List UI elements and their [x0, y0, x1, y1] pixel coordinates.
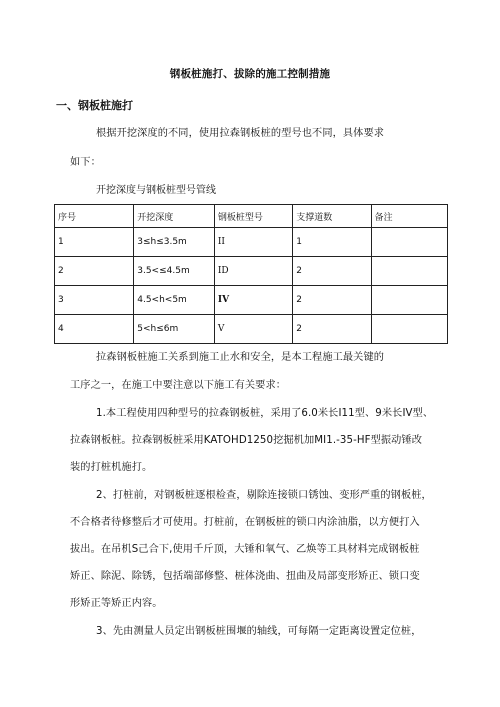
intro-paragraph-line: 根据开挖深度的不同，使用拉森钢板桩的型号也不同，具体要求 — [96, 128, 385, 139]
paragraph-line: 形矫正等矫正内容。 — [70, 598, 163, 609]
header-depth: 开挖深度 — [134, 205, 215, 228]
section-heading: 一、钢板桩施打 — [56, 99, 133, 112]
cell-depth: 4.5<h<5m — [134, 286, 215, 315]
table-row — [55, 257, 448, 286]
header-remarks: 备注 — [371, 205, 447, 228]
paragraph-line: 2、打桩前，对钢板桩逐根检查，剔除连接锁口锈蚀、变形严重的钢板桩， — [96, 490, 432, 501]
paragraph-line: 装的打桩机施打。 — [70, 462, 153, 473]
cell-pile-model: II — [214, 228, 292, 257]
paragraph-line: 拔出。在吊机S己合下,使用千斤顶，大锤和氧气、乙焕等工具材料完成钢板桩 — [70, 544, 420, 555]
paragraph-line: 工序之一，在施工中要注意以下施工有关要求： — [70, 380, 287, 391]
document-title: 钢板桩施打、拔除的施工控制措施 — [169, 68, 331, 80]
paragraph-line: 不合格者待修整后才可使用。打桩前，在钢板桩的锁口内涂油脂，以方便打入 — [70, 517, 420, 528]
cell-pile-model: V — [214, 315, 292, 344]
table-caption: 开挖深度与钢板桩型号管线 — [96, 185, 216, 196]
cell-support-count: 2 — [293, 257, 371, 286]
pile-spec-table — [54, 204, 448, 344]
table-header-row — [55, 205, 448, 228]
table-row — [55, 315, 448, 344]
table-row — [55, 286, 448, 315]
paragraph-line: 拉森钢板桩施工关系到施工止水和安全，是本工程施工最关键的 — [96, 352, 385, 363]
cell-remarks — [371, 228, 447, 257]
cell-index: 4 — [55, 315, 134, 344]
paragraph-line: 矫正、除泥、除锈，包括端部修整、桩体浇曲、扭曲及局部变形矫正、锁口变 — [70, 571, 420, 582]
table-row — [55, 228, 448, 257]
cell-support-count: 1 — [293, 228, 371, 257]
paragraph-line: 拉森钢板桩。拉森钢板桩采用KATOHD1250挖掘机加MI1.-35-HF型振动锤改 — [70, 435, 423, 446]
paragraph-line: 1.本工程使用四种型号的拉森钢板桩，采用了6.0米长I11型、9米长IV型、 — [96, 408, 434, 419]
header-pile-model: 钢板桩型号 — [214, 205, 292, 228]
cell-support-count: 2 — [293, 286, 371, 315]
cell-index: 2 — [55, 257, 134, 286]
header-index: 序号 — [55, 205, 134, 228]
cell-pile-model: ID — [214, 257, 292, 286]
header-support-count: 支撑道数 — [293, 205, 371, 228]
cell-support-count: 2 — [293, 315, 371, 344]
cell-remarks — [371, 257, 447, 286]
cell-index: 3 — [55, 286, 134, 315]
cell-depth: 3≤h≤3.5m — [134, 228, 215, 257]
cell-depth: 5<h≤6m — [134, 315, 215, 344]
cell-remarks — [371, 286, 447, 315]
cell-depth: 3.5<≤4.5m — [134, 257, 215, 286]
intro-paragraph-line: 如下： — [70, 157, 101, 168]
cell-pile-model: IV — [214, 286, 292, 315]
paragraph-line: 3、先由测量人员定出钢板桩围堰的轴线，可每隔一定距离设置定位桩， — [96, 626, 422, 637]
cell-index: 1 — [55, 228, 134, 257]
cell-remarks — [371, 315, 447, 344]
